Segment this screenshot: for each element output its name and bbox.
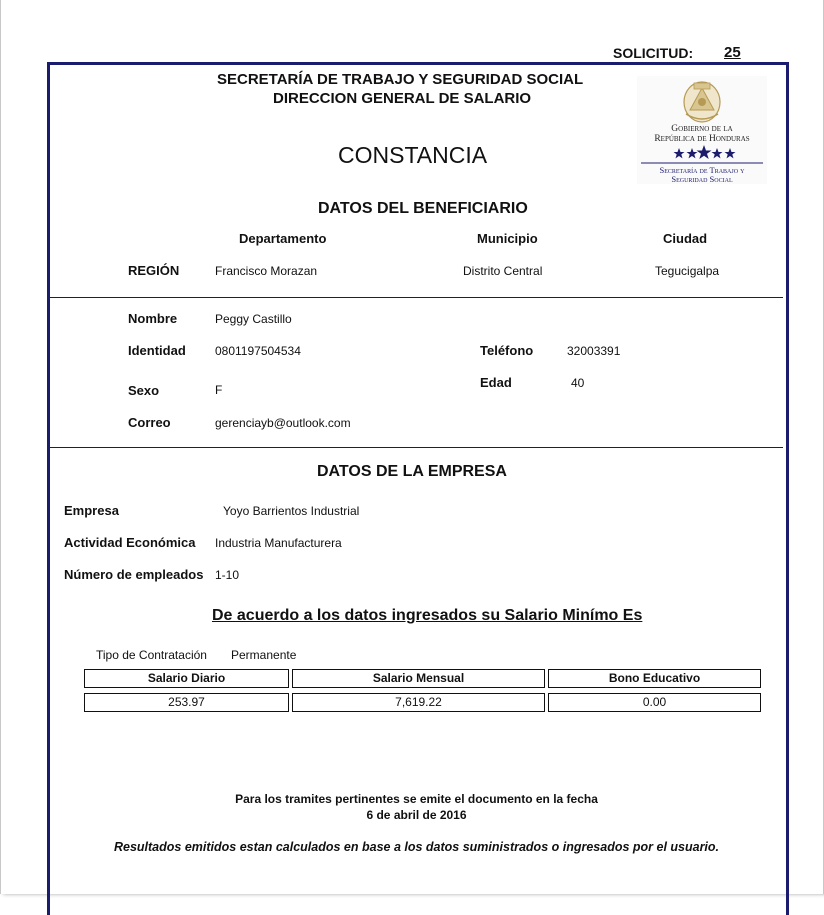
col-ciudad: Ciudad (663, 231, 708, 246)
actividad-value: Industria Manufacturera (215, 536, 342, 550)
seal-secretaria: Secretaría de Trabajo y (659, 165, 745, 175)
salario-diario-value: 253.97 (84, 693, 289, 712)
correo-label: Correo (128, 415, 171, 430)
header-direction: DIRECCION GENERAL DE SALARIO (273, 90, 532, 107)
col-salario-diario: Salario Diario (84, 669, 289, 688)
telefono-label: Teléfono (480, 343, 534, 358)
document-frame (47, 62, 789, 915)
municipio-value: Distrito Central (463, 264, 543, 278)
sexo-label: Sexo (128, 383, 160, 398)
page-title: CONSTANCIA (338, 142, 488, 168)
empresa-label: Empresa (64, 503, 119, 518)
edad-label: Edad (480, 375, 512, 390)
seal-seguridad: Seguridad Social (671, 174, 733, 184)
tipo-contratacion-value: Permanente (231, 648, 297, 662)
col-bono-educativo: Bono Educativo (548, 669, 761, 688)
correo-value: gerenciayb@outlook.com (215, 416, 351, 430)
footer-statement: Para los tramites pertinentes se emite el documento en la fecha (235, 792, 598, 806)
solicitud-label: SOLICITUD: (613, 45, 694, 61)
header-ministry: SECRETARÍA DE TRABAJO Y SEGURIDAD SOCIAL (217, 71, 584, 88)
col-departamento: Departamento (239, 231, 327, 246)
empleados-label: Número de empleados (64, 567, 204, 582)
region-label: REGIÓN (128, 263, 180, 278)
nombre-value: Peggy Castillo (215, 312, 292, 326)
salario-heading: De acuerdo a los datos ingresados su Salario Minímo Es (212, 607, 643, 624)
actividad-label: Actividad Económica (64, 535, 196, 550)
footer-disclaimer: Resultados emitidos estan calculados en base a los datos suministrados o ingresados por el usuario. (113, 840, 720, 854)
ciudad-value: Tegucigalpa (655, 264, 720, 278)
empleados-value: 1-10 (215, 568, 240, 582)
beneficiario-heading: DATOS DEL BENEFICIARIO (318, 200, 528, 217)
departamento-value: Francisco Morazan (215, 264, 318, 278)
nombre-label: Nombre (128, 311, 178, 326)
col-municipio: Municipio (477, 231, 538, 246)
col-salario-mensual: Salario Mensual (292, 669, 545, 688)
seal-republica: República de Honduras (654, 134, 750, 144)
divider (50, 447, 783, 448)
empresa-value: Yoyo Barrientos Industrial (223, 504, 360, 518)
bono-educativo-value: 0.00 (548, 693, 761, 712)
empresa-heading: DATOS DE LA EMPRESA (317, 463, 507, 480)
identidad-label: Identidad (128, 343, 186, 358)
solicitud-number: 25 (724, 44, 741, 61)
seal-gobierno: Gobierno de la (671, 124, 733, 134)
salario-mensual-value: 7,619.22 (292, 693, 545, 712)
sexo-value: F (215, 383, 223, 397)
footer-date: 6 de abril de 2016 (366, 808, 467, 822)
tipo-contratacion-label: Tipo de Contratación (96, 648, 207, 662)
divider (50, 297, 783, 298)
government-seal-logo (637, 76, 767, 184)
edad-value: 40 (571, 376, 585, 390)
identidad-value: 0801197504534 (215, 344, 301, 358)
telefono-value: 32003391 (567, 344, 621, 358)
